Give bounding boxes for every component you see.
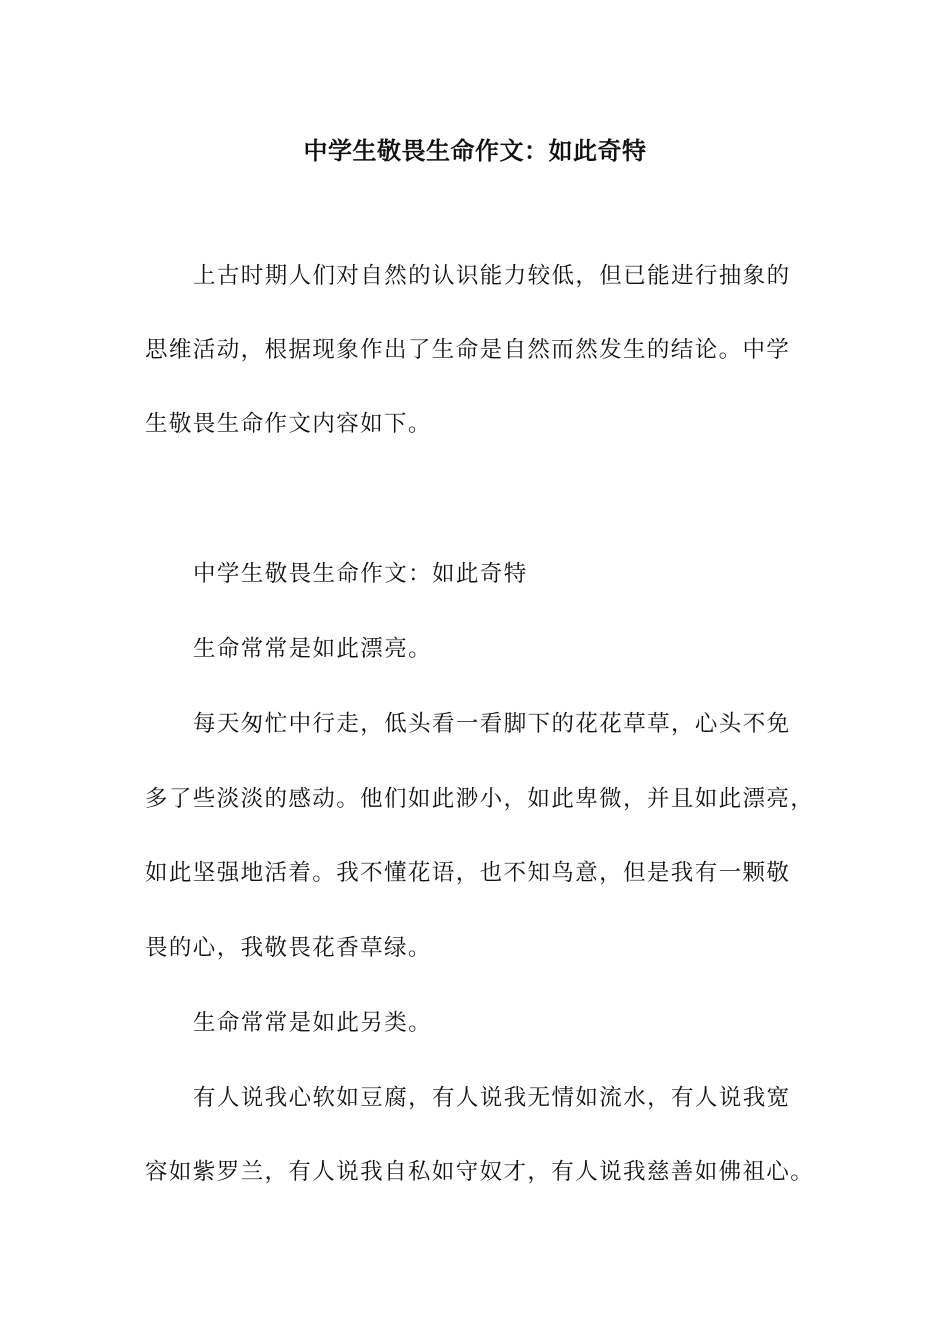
paragraph-line: 多了些淡淡的感动。他们如此渺小，如此卑微，并且如此漂亮， bbox=[145, 786, 815, 812]
document-title: 中学生敬畏生命作文：如此奇特 bbox=[303, 136, 647, 165]
paragraph-line: 生命常常是如此漂亮。 bbox=[193, 636, 433, 662]
paragraph-line: 思维活动，根据现象作出了生命是自然而然发生的结论。中学 bbox=[145, 337, 791, 363]
paragraph-line: 生敬畏生命作文内容如下。 bbox=[145, 411, 432, 437]
paragraph-line: 每天匆忙中行走，低头看一看脚下的花花草草，心头不免 bbox=[193, 711, 791, 737]
paragraph-line: 如此坚强地活着。我不懂花语，也不知鸟意，但是我有一颗敬 bbox=[145, 860, 791, 886]
paragraph-line: 上古时期人们对自然的认识能力较低，但已能进行抽象的 bbox=[193, 263, 791, 289]
paragraph-line: 生命常常是如此另类。 bbox=[193, 1010, 433, 1036]
paragraph-line: 有人说我心软如豆腐，有人说我无情如流水，有人说我宽 bbox=[193, 1085, 791, 1111]
paragraph-line: 畏的心，我敬畏花香草绿。 bbox=[145, 935, 432, 961]
section-heading-line: 中学生敬畏生命作文：如此奇特 bbox=[193, 561, 528, 587]
paragraph-line: 容如紫罗兰，有人说我自私如守奴才，有人说我慈善如佛祖心。 bbox=[145, 1159, 815, 1185]
